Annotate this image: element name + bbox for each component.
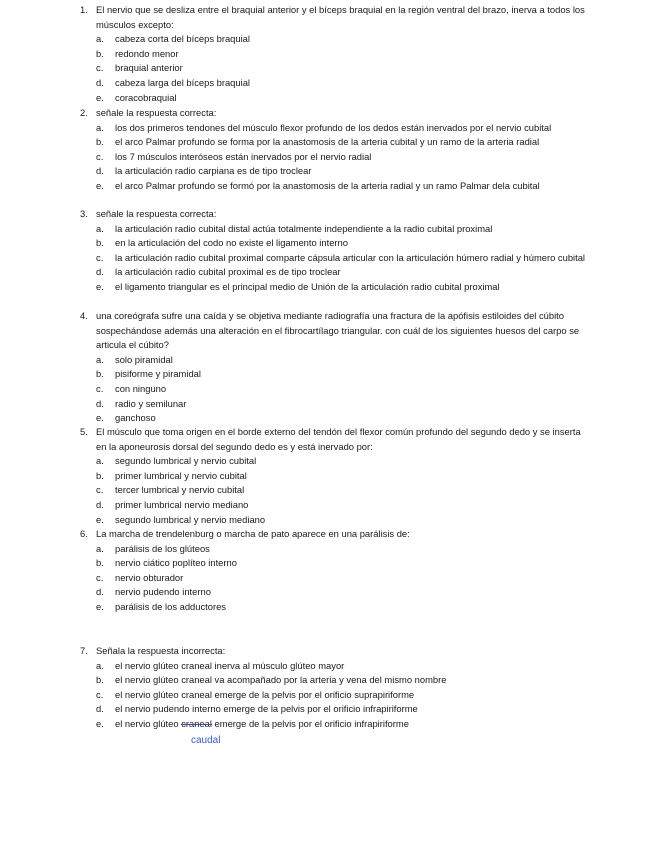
option-list xyxy=(80,32,590,105)
option-letter: c. xyxy=(96,688,104,700)
option-letter: d. xyxy=(96,165,104,177)
option-letter: e. xyxy=(96,717,104,729)
option-letter: d. xyxy=(96,498,104,510)
question-number: 1. xyxy=(80,4,88,15)
option xyxy=(80,659,590,674)
option-text: la articulación radio cubital proximal comparte cápsula articular con la articulación húmero radial y húmero cubital xyxy=(115,251,586,263)
option-text: segundo lumbrical y nervio mediano xyxy=(115,513,266,525)
option-letter: a. xyxy=(96,222,104,234)
option xyxy=(80,454,590,469)
option xyxy=(80,222,590,237)
option-list xyxy=(80,659,590,732)
option xyxy=(80,179,590,194)
option-letter: b. xyxy=(96,674,104,686)
option-text-after: emerge de la pelvis por el orificio infrapiriforme xyxy=(211,717,409,729)
option-text: primer lumbrical y nervio cubital xyxy=(115,469,247,481)
option-text: el arco Palmar profundo se forma por la anastomosis de la arteria cubital y un ramo de la arteria radial xyxy=(115,136,540,148)
option-text: los dos primeros tendones del músculo flexor profundo de los dedos están inervados por el nervio cubital xyxy=(115,121,552,133)
question-stem: El nervio que se desliza entre el braquial anterior y el bíceps braquial en la región ventral del brazo, inerva a todos los músculos excepto: xyxy=(96,4,585,30)
option xyxy=(80,76,590,91)
option xyxy=(80,688,590,703)
option-letter: e. xyxy=(96,179,104,191)
option-letter: a. xyxy=(96,659,104,671)
option-text: tercer lumbrical y nervio cubital xyxy=(115,484,245,496)
option-list xyxy=(80,353,590,426)
option-letter: e. xyxy=(96,600,104,612)
option-letter: c. xyxy=(96,150,104,162)
option-list xyxy=(80,121,590,194)
option-text: ganchoso xyxy=(115,412,156,424)
option-letter: c. xyxy=(96,62,104,74)
option xyxy=(80,600,590,615)
option-letter: e. xyxy=(96,513,104,525)
option xyxy=(80,135,590,150)
option-text: nervio pudendo interno xyxy=(115,586,211,598)
option-text: solo piramidal xyxy=(115,353,173,365)
option-text: la articulación radio carpiana es de tipo troclear xyxy=(115,165,312,177)
option-text: parálisis de los adductores xyxy=(115,600,226,612)
option-with-correction xyxy=(80,717,590,732)
option-text: el nervio glúteo craneal inerva al músculo glúteo mayor xyxy=(115,659,345,671)
option xyxy=(80,251,590,266)
option xyxy=(80,280,590,295)
option-text: radio y semilunar xyxy=(115,397,187,409)
option-letter: e. xyxy=(96,280,104,292)
question-stem: una coreógrafa sufre una caída y se objetiva mediante radiografía una fractura de la apófisis estiloides del cúbito sospechándose además una alteración en el fibrocartílago triangular. con cuál de los siguientes huesos del carpo se articula el cúbito? xyxy=(96,310,580,351)
option xyxy=(80,673,590,688)
option-letter: a. xyxy=(96,33,104,45)
option-letter: b. xyxy=(96,557,104,569)
option xyxy=(80,571,590,586)
option-letter: c. xyxy=(96,484,104,496)
option-text: coracobraquial xyxy=(115,91,177,103)
option xyxy=(80,513,590,528)
option xyxy=(80,411,590,426)
option-text: primer lumbrical nervio mediano xyxy=(115,498,249,510)
question-stem: señale la respuesta correcta: xyxy=(96,107,217,118)
option-letter: e. xyxy=(96,91,104,103)
option xyxy=(80,585,590,600)
option-list xyxy=(80,222,590,295)
question-1 xyxy=(80,3,590,105)
question-2 xyxy=(80,106,590,194)
option-list xyxy=(80,542,590,615)
option-letter: c. xyxy=(96,251,104,263)
question-number: 6. xyxy=(80,528,88,539)
option-letter: b. xyxy=(96,237,104,249)
question-number: 4. xyxy=(80,310,88,321)
option xyxy=(80,498,590,513)
option-text-before: el nervio glúteo xyxy=(115,717,182,729)
option xyxy=(80,397,590,412)
option xyxy=(80,32,590,47)
option-text xyxy=(115,717,590,732)
option-text: nervio ciático poplíteo interno xyxy=(115,557,237,569)
option-text: segundo lumbrical y nervio cubital xyxy=(115,455,257,467)
option-letter: d. xyxy=(96,397,104,409)
option-letter: a. xyxy=(96,353,104,365)
option-text: el arco Palmar profundo se formó por la anastomosis de la arteria radial y un ramo Palmar dela cubital xyxy=(115,179,540,191)
question-number: 2. xyxy=(80,107,88,118)
option xyxy=(80,542,590,557)
option-letter: d. xyxy=(96,703,104,715)
question-number: 3. xyxy=(80,208,88,219)
option-letter: d. xyxy=(96,76,104,88)
handwritten-correction: caudal xyxy=(191,735,221,746)
option xyxy=(80,61,590,76)
option xyxy=(80,382,590,397)
option xyxy=(80,150,590,165)
option-text: el nervio pudendo interno emerge de la pelvis por el orificio infrapiriforme xyxy=(115,703,418,715)
option xyxy=(80,367,590,382)
option-letter: b. xyxy=(96,469,104,481)
option xyxy=(80,483,590,498)
option-letter: c. xyxy=(96,382,104,394)
option-letter: a. xyxy=(96,455,104,467)
option-letter: b. xyxy=(96,368,104,380)
option-text: parálisis de los glúteos xyxy=(115,542,210,554)
question-7 xyxy=(80,644,590,732)
option xyxy=(80,265,590,280)
question-stem: El músculo que toma origen en el borde externo del tendón del flexor común profundo del segundo dedo y se inserta en la aponeurosis dorsal del segundo dedo es y está inervado por: xyxy=(96,426,581,452)
option-letter: a. xyxy=(96,542,104,554)
option-text: el nervio glúteo craneal va acompañado por la arteria y vena del mismo nombre xyxy=(115,674,447,686)
option-letter: d. xyxy=(96,266,104,278)
question-6 xyxy=(80,527,590,615)
option-text: braquial anterior xyxy=(115,62,183,74)
option-text: la articulación radio cubital proximal es de tipo troclear xyxy=(115,266,341,278)
option-text: con ninguno xyxy=(115,382,167,394)
option-letter: b. xyxy=(96,47,104,59)
option xyxy=(80,556,590,571)
option-letter: c. xyxy=(96,571,104,583)
question-3 xyxy=(80,207,590,295)
option-text: redondo menor xyxy=(115,47,179,59)
option-list xyxy=(80,454,590,527)
option-text: el nervio glúteo craneal emerge de la pelvis por el orificio suprapiriforme xyxy=(115,688,415,700)
option-text: los 7 músculos interóseos están inervados por el nervio radial xyxy=(115,150,372,162)
question-stem: La marcha de trendelenburg o marcha de pato aparece en una parálisis de: xyxy=(96,528,410,539)
question-5 xyxy=(80,425,590,527)
option-text: pisiforme y piramidal xyxy=(115,368,201,380)
option-text: en la articulación del codo no existe el ligamento interno xyxy=(115,237,348,249)
option-text: la articulación radio cubital distal actúa totalmente independiente a la radio cubital proximal xyxy=(115,222,493,234)
option-text: cabeza corta del bíceps braquial xyxy=(115,33,250,45)
option xyxy=(80,353,590,368)
question-stem: señale la respuesta correcta: xyxy=(96,208,217,219)
option xyxy=(80,47,590,62)
option-text: nervio obturador xyxy=(115,571,184,583)
option-text: el ligamento triangular es el principal medio de Unión de la articulación radio cubital proximal xyxy=(115,280,500,292)
question-4 xyxy=(80,309,590,426)
option-letter: b. xyxy=(96,136,104,148)
question-number: 7. xyxy=(80,645,88,656)
option-letter: e. xyxy=(96,412,104,424)
option xyxy=(80,91,590,106)
option-letter: d. xyxy=(96,586,104,598)
option xyxy=(80,164,590,179)
question-number: 5. xyxy=(80,426,88,437)
option xyxy=(80,702,590,717)
option xyxy=(80,121,590,136)
option-text: cabeza larga del bíceps braquial xyxy=(115,76,250,88)
option xyxy=(80,469,590,484)
option-letter: a. xyxy=(96,121,104,133)
option xyxy=(80,236,590,251)
question-stem: Señala la respuesta incorrecta: xyxy=(96,645,226,656)
struck-word: craneal xyxy=(181,717,212,729)
